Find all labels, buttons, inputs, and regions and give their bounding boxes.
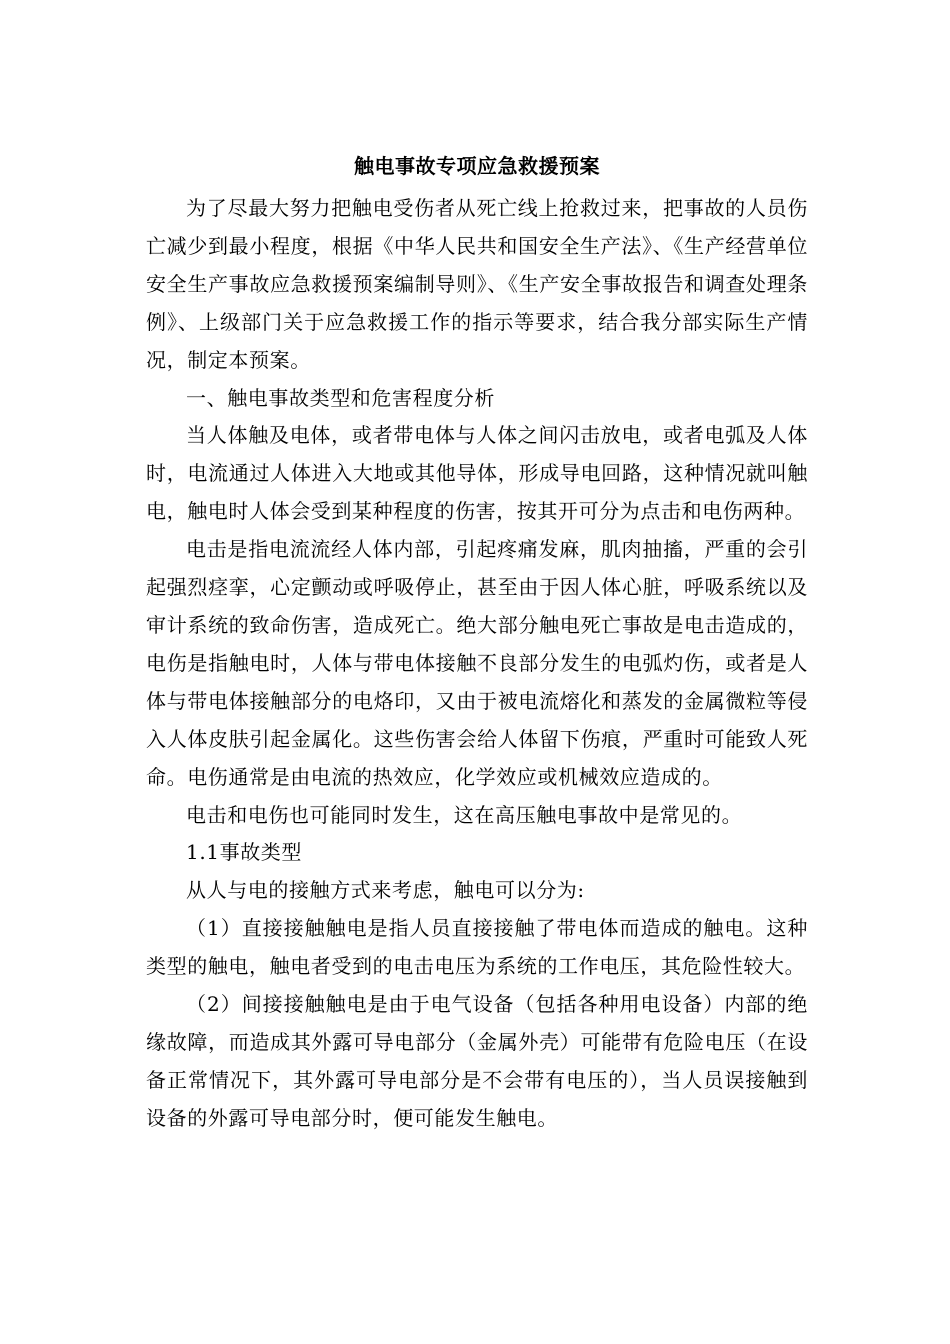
body-paragraph: 电击和电伤也可能同时发生，这在高压触电事故中是常见的。 <box>186 802 743 827</box>
document-title: 触电事故专项应急救援预案 <box>354 154 600 178</box>
intro-paragraph: 为了尽最大努力把触电受伤者从死亡线上抢救过来，把事故的人员伤亡减少到最小程度，根据《中华人民共和国安全生产法》、《生产经营单位安全生产事故应急救援预案编制导则》、《生产安全事故报告和调查处理条例》、上级部门关于应急救援工作的指示等要求，结合我分部实际生产情况，制定本预案。 <box>146 196 808 372</box>
body-paragraph: 当人体触及电体，或者带电体与人体之间闪击放电，或者电弧及人体时，电流通过人体进入大地或其他导体，形成导电回路，这种情况就叫触电，触电时人体会受到某种程度的伤害，按其开可分为点击和电伤两种。 <box>146 423 808 524</box>
subsection-heading: 1.1事故类型 <box>186 840 303 865</box>
document-body <box>146 148 808 1138</box>
list-item: （2）间接接触触电是由于电气设备（包括各种用电设备）内部的绝缘故障，而造成其外露可导电部分（金属外壳）可能带有危险电压（在设备正常情况下，其外露可导电部分是不会带有电压的），当人员误接触到设备的外露可导电部分时，便可能发生触电。 <box>146 992 808 1130</box>
body-paragraph: 从人与电的接触方式来考虑，触电可以分为: <box>186 878 585 903</box>
body-paragraph: 电击是指电流流经人体内部，引起疼痛发麻，肌肉抽搐，严重的会引起强烈痉挛，心定颤动或呼吸停止，甚至由于因人体心脏，呼吸系统以及审计系统的致命伤害，造成死亡。绝大部分触电死亡事故是电击造成的，电伤是指触电时，人体与带电体接触不良部分发生的电弧灼伤，或者是人体与带电体接触部分的电烙印，又由于被电流熔化和蒸发的金属微粒等侵入人体皮肤引起金属化。这些伤害会给人体留下伤痕，严重时可能致人死命。电伤通常是由电流的热效应，化学效应或机械效应造成的。 <box>146 537 808 789</box>
section-heading: 一、触电事故类型和危害程度分析 <box>186 385 495 410</box>
list-item: （1）直接接触触电是指人员直接接触了带电体而造成的触电。这种类型的触电，触电者受到的电击电压为系统的工作电压，其危险性较大。 <box>146 916 808 979</box>
